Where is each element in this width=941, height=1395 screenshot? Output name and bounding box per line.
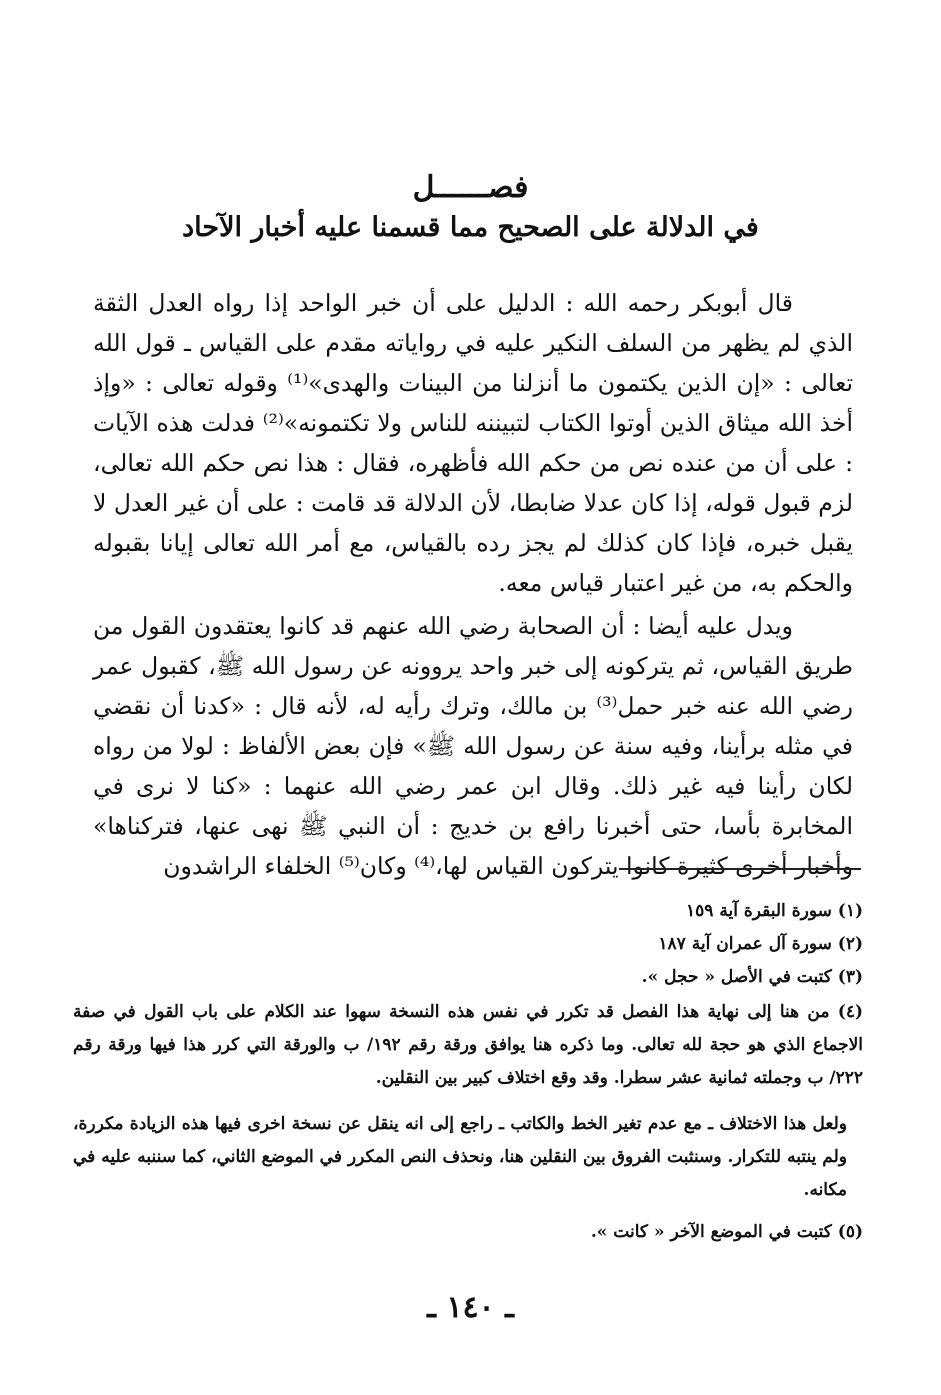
footnote-2: (٢) سورة آل عمران آية ١٨٧ bbox=[658, 934, 863, 954]
page-number: ـ ١٤٠ ـ bbox=[427, 1290, 514, 1325]
footnotes bbox=[73, 0, 863, 1395]
footnote-1: (١) سورة البقرة آية ١٥٩ bbox=[686, 901, 863, 921]
footnote-4-continued: ولعل هذا الاختلاف ـ مع عدم تغير الخط والكاتب ـ راجع إلى انه ينقل عن نسخة اخرى فيها هذه الزيادة مكررة، ولم ينتبه للتكرار. وسنثبت الفروق بين النقلين هنا، ونحذف النص المكرر في الموضع الثاني، كما سننبه عليه في مكانه. bbox=[73, 1114, 847, 1200]
section-title: فصــــــل bbox=[412, 170, 529, 205]
body-paragraph-2-text: ويدل عليه أيضا : أن الصحابة رضي الله عنهم قد كانوا يعتقدون القول من طريق القياس، ثم يتركونه إلى خبر واحد يروونه عن رسول الله ﷺ، كقبول عمر رضي الله عنه خبر حمل⁽³⁾ بن مالك، وترك رأيه له، لأنه قال : «كدنا أن نقضي في مثله برأينا، وفيه سنة عن رسول الله ﷺ» فإن بعض الألفاظ : لولا من رواه لكان رأينا فيه غير ذلك. وقال ابن عمر رضي الله عنهما : «كنا لا نرى في المخابرة بأسا، حتى أخبرنا رافع بن خديج : أن النبي ﷺ نهى عنها، فتركناها» وأخبار أخرى كثيرة كانوا يتركون القياس لها،⁽⁴⁾ وكان⁽⁵⁾ الخلفاء الراشدون bbox=[93, 612, 853, 880]
section-subtitle: في الدلالة على الصحيح مما قسمنا عليه أخبار الآحاد bbox=[182, 212, 759, 243]
body-paragraph-1-text: قال أبوبكر رحمه الله : الدليل على أن خبر الواحد إذا رواه العدل الثقة الذي لم يظهر من السلف النكير عليه في رواياته مقدم على القياس ـ قول الله تعالى : «إن الذين يكتمون ما أنزلنا من البينات والهدى»⁽¹⁾ وقوله تعالى : «وإذ أخذ الله ميثاق الذين أوتوا الكتاب لتبيننه للناس ولا تكتمونه»⁽²⁾ فدلت هذه الآيات : على أن من عنده نص من حكم الله فأظهره، فقال : هذا نص حكم الله تعالى، لزم قبول قوله، إذا كان عدلا ضابطا، لأن الدلالة قد قامت : على أن غير العدل لا يقبل خبره، فإذا كان كذلك لم يجز رده بالقياس، مع أمر الله تعالى إيانا بقبوله والحكم به، من غير اعتبار قياس معه. bbox=[93, 289, 854, 597]
footnote-4: (٤) من هنا إلى نهاية هذا الفصل قد تكرر في نفس هذه النسخة سهوا عند الكلام على باب القول في صفة الاجماع الذي هو حجة لله تعالى. وما ذكره هنا يوافق ورقة رقم ١٩٢/ ب والورقة التي كرر هذا فيها ورقة رقم ٢٢٢/ ب وجملته ثمانية عشر سطرا. وقد وقع اختلاف كبير بين النقلين. bbox=[73, 1002, 863, 1088]
footnote-5: (٥) كتبت في الموضع الآخر « كانت ». bbox=[590, 1222, 863, 1242]
footnote-3: (٣) كتبت في الأصل « حجل ». bbox=[641, 967, 863, 987]
